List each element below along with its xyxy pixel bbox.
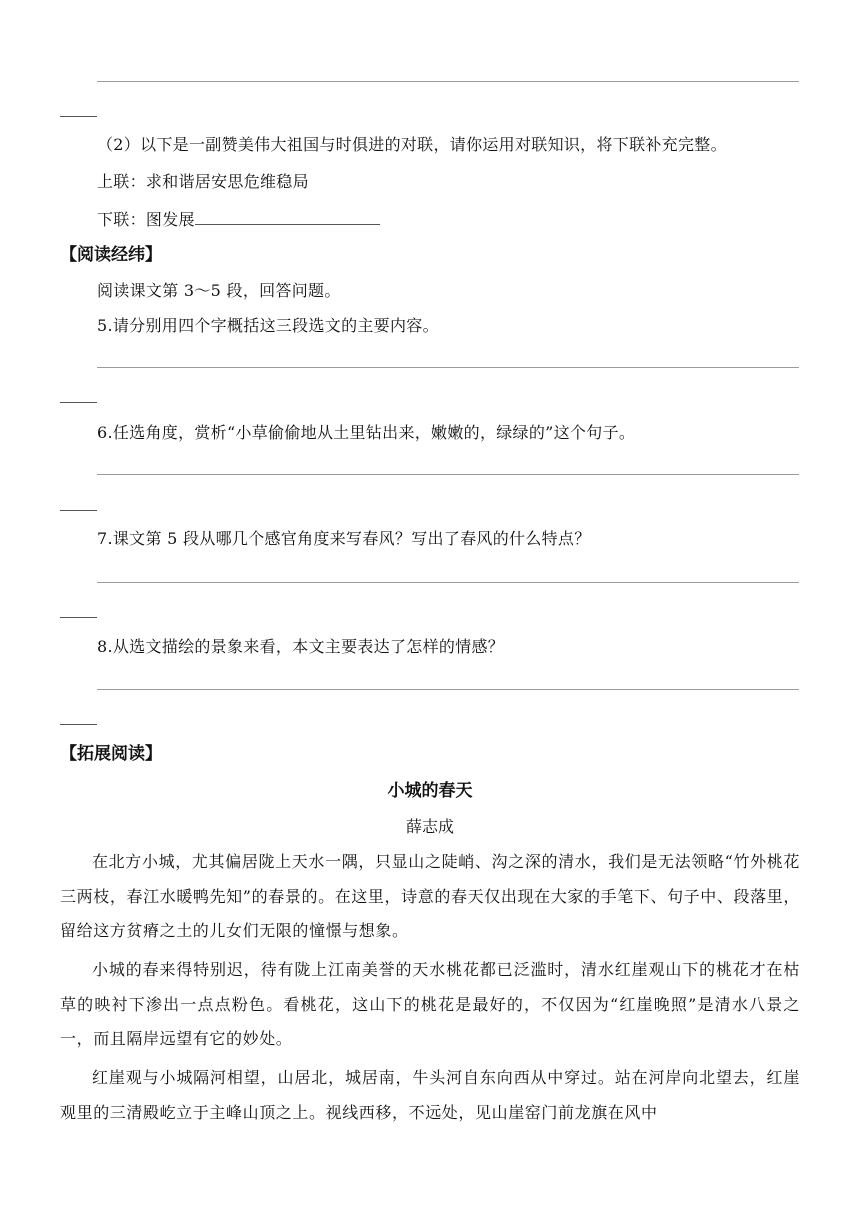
extended-section-heading: 【拓展阅读】 <box>60 744 162 764</box>
answer-line <box>97 474 799 475</box>
answer-line-stub <box>60 510 97 511</box>
question-8: 8.从选文描绘的景象来看，本文主要表达了怎样的情感？ <box>97 637 505 656</box>
answer-line <box>97 689 799 690</box>
lower-couplet-label: 下联：图发展 <box>97 210 195 229</box>
question-6: 6.任选角度，赏析“小草偷偷地从土里钻出来，嫩嫩的，绿绿的”这个句子。 <box>97 423 636 442</box>
reading-section-heading: 【阅读经纬】 <box>60 245 162 265</box>
question-5: 5.请分别用四个字概括这三段选文的主要内容。 <box>97 316 439 335</box>
article-title: 小城的春天 <box>387 781 473 801</box>
article-author: 薛志成 <box>405 817 454 836</box>
answer-line-stub <box>60 724 97 725</box>
lower-couplet-blank <box>195 206 380 225</box>
upper-couplet: 上联：求和谐居安思危维稳局 <box>97 172 309 191</box>
article-paragraph: 小城的春来得特别迟，待有陇上江南美誉的天水桃花都已泛滥时，清水红崖观山下的桃花才在枯草的映衬下渗出一点点粉色。看桃花，这山下的桃花是最好的，不仅因为“红崖晚照”是清水八景之一，而且隔岸远望有它的妙处。 <box>60 960 800 1048</box>
article-paragraph: 红崖观与小城隔河相望，山居北，城居南，牛头河自东向西从中穿过。站在河岸向北望去，红崖观里的三清殿屹立于主峰山顶之上。视线西移，不远处，见山崖窑门前龙旗在风中 <box>60 1068 800 1122</box>
lower-couplet-row <box>97 206 380 232</box>
question-7: 7.课文第 5 段从哪几个感官角度来写春风？写出了春风的什么特点？ <box>97 529 591 548</box>
couplet-question-prompt: （2）以下是一副赞美伟大祖国与时俱进的对联，请你运用对联知识，将下联补充完整。 <box>97 135 727 154</box>
answer-line <box>97 81 799 82</box>
reading-instruction: 阅读课文第 3～5 段，回答问题。 <box>97 281 341 300</box>
article-paragraph: 在北方小城，尤其偏居陇上天水一隅，只显山之陡峭、沟之深的清水，我们是无法领略“竹外桃花三两枝，春江水暖鸭先知”的春景的。在这里，诗意的春天仅出现在大家的手笔下、句子中、段落里，留给这方贫瘠之土的儿女们无限的憧憬与想象。 <box>60 852 800 940</box>
answer-line-stub <box>60 116 97 117</box>
answer-line <box>97 367 799 368</box>
answer-line-stub <box>60 402 97 403</box>
answer-line-stub <box>60 617 97 618</box>
answer-line <box>97 582 799 583</box>
